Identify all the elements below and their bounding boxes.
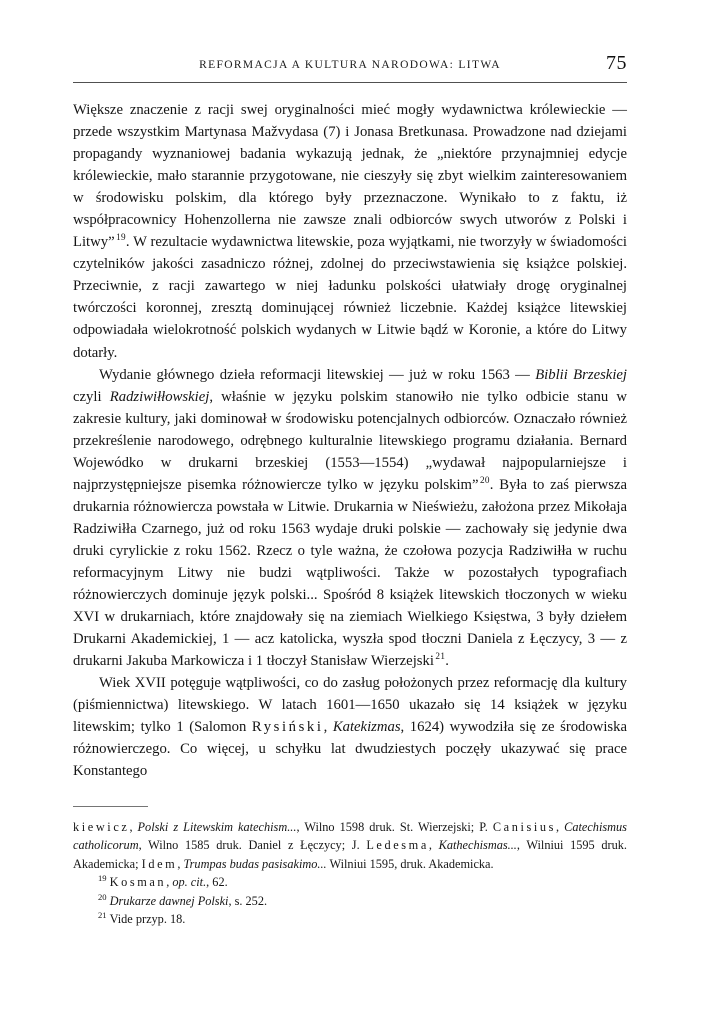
footnote-title-polski-z-litewskim: Polski z Litewskim katechism... bbox=[137, 820, 297, 834]
footnote-author-canisius: Canisius bbox=[492, 820, 557, 834]
paragraph-2-text-part-2: czyli bbox=[73, 388, 110, 405]
running-head bbox=[73, 52, 627, 80]
footnote-21-text: Vide przyp. 18. bbox=[109, 912, 186, 927]
author-name-rysinski: Rysiński bbox=[251, 719, 324, 736]
paragraph-1-text-part-2: . W rezultacie wydawnictwa litewskie, poza wyjątkami, nie tworzyły w świadomości czytelników jakości zasadniczo różnej, zdolnej do przeciwstawienia się książce polskiej. Przeciwnie, z racji zawartego w niej ładunku polskości ułatwiały drogę oryginalnej twórczości koronnej, zresztą dominującej również liczebnie. Każdej książce litewskiej odpowiadała wielokrotność polskich wydanych w Litwie bądź w Koronie, a które do Litwy dotarły. bbox=[73, 234, 627, 361]
footnote-cont-text-7: , bbox=[177, 856, 184, 871]
footnote-cont-text-5: , bbox=[428, 838, 439, 853]
footnote-item-20 bbox=[73, 892, 627, 910]
footnote-author-kiewicz: kiewicz bbox=[73, 820, 130, 834]
paragraph-3-text-part-2: , bbox=[323, 719, 333, 736]
footnote-author-kosman: Kosman bbox=[109, 875, 167, 890]
footnote-marker-19: 19 bbox=[116, 232, 126, 243]
footnote-cont-text-4: , Wilno 1585 druk. Daniel z Łęczycy; J. bbox=[138, 838, 367, 853]
paragraph-2 bbox=[73, 364, 627, 673]
footnote-19-text-2: , 62. bbox=[206, 875, 228, 890]
running-head-title: REFORMACJA A KULTURA NARODOWA: LITWA bbox=[199, 59, 501, 71]
title-biblii-brzeskiej: Biblii Brzeskiej bbox=[535, 366, 628, 383]
footnote-20-text-2: , s. 252. bbox=[228, 893, 268, 908]
paragraph-3-text-part-1: Wiek XVII potęguje wątpliwości, co do zasług położonych przez reformację dla kultury (piśmiennictwa) litewskiego. W latach 1601—1650 ukazało się 14 książek w języku litewskim; tylko 1 (Salomon bbox=[73, 675, 627, 736]
footnote-cont-text-1: , bbox=[129, 820, 138, 834]
text-column bbox=[73, 99, 627, 782]
footnote-item-21 bbox=[73, 910, 627, 928]
footnote-separator-rule bbox=[73, 806, 148, 807]
footnote-title-trumpas-budas: Trumpas budas pasisakimo... bbox=[183, 856, 327, 871]
footnote-block bbox=[73, 806, 627, 928]
paragraph-3-text-part-3: , 1624) wywodziła się ze środowiska różnowierczego. Co więcej, u schyłku lat dwudziestych poczęły ukazywać się prace Konstantego bbox=[73, 719, 628, 780]
footnote-marker-20: 20 bbox=[479, 474, 490, 485]
footnote-title-catechismus-catholicorum: Catechismus catholicorum bbox=[73, 820, 627, 853]
footnote-continuation bbox=[73, 818, 627, 873]
title-radziwillowskiej: Radziwiłłowskiej bbox=[109, 388, 210, 405]
paragraph-2-text-part-3: , właśnie w języku polskim stanowiło nie tylko odbicie stanu w zakresie kultury, jaki dominował w środowisku potencjalnych odbiorców. Oznaczało również przekreślenie narodowego, odrębnego kulturalnie litewskiego programu działania. Bernard Wojewódko w drukarni brzeskiej (1553—1554) „wydawał najpopularniejsze i najprzystępniejsze pisemka różnowiercze tylko w języku polskim” bbox=[73, 388, 628, 493]
footnote-20-title: Drukarze dawnej Polski bbox=[109, 893, 229, 908]
footnote-item-19 bbox=[73, 873, 627, 891]
footnote-number-21: 21 bbox=[98, 909, 107, 920]
footnote-cont-text-2: , Wilno 1598 druk. St. Wierzejski; P. bbox=[296, 820, 493, 834]
footnote-title-kathechismas: Kathechismas... bbox=[438, 838, 517, 853]
footnote-19-op-cit: op. cit. bbox=[172, 875, 207, 890]
footnote-cont-text-8: Wilniui 1595, druk. Akademicka. bbox=[326, 856, 494, 871]
page-number: 75 bbox=[606, 52, 627, 74]
footnote-marker-21: 21 bbox=[435, 651, 446, 662]
footnote-author-ledesma: Ledesma bbox=[366, 838, 429, 853]
footnote-number-20: 20 bbox=[98, 891, 107, 902]
footnote-19-text-1: , bbox=[166, 875, 173, 890]
paragraph-2-text-part-4: . Była to zaś pierwsza drukarnia różnowiercza powstała w Litwie. Drukarnia w Nieświeżu, założona przez Mikołaja Radziwiłła Czarnego, już od roku 1563 wydaje druki polskie — zachowały się jedynie dwa druki cyrylickie z roku 1562. Rzecz o tyle ważna, że czołowa pozycja Radziwiłła w ruchu reformacyjnym Litwy nie budzi wątpliwości. Także w pozostałych typografiach różnowierczych dominuje język polski... Spośród 8 książek litewskich tłoczonych w wieku XVI w drukarniach, które znajdowały się na ziemiach Wielkiego Księstwa, 3 były dziełem Drukarni Akademickiej, 1 — acz katolicka, wyszła spod tłoczni Daniela z Łęczycy, 3 — z drukarni Jakuba Markowicza i 1 tłoczył Stanisław Wierzejski bbox=[73, 476, 627, 670]
header-rule bbox=[73, 82, 627, 83]
title-katekizmas: Katekizmas bbox=[332, 719, 401, 736]
paragraph-2-text-part-1: Wydanie głównego dzieła reformacji litewskiej — już w roku 1563 — bbox=[99, 366, 536, 383]
paragraph-1 bbox=[73, 99, 627, 364]
paragraph-2-text-part-5: . bbox=[445, 653, 449, 670]
footnote-cont-text-3: , bbox=[556, 820, 565, 834]
paragraph-1-text-part-1: Większe znaczenie z racji swej oryginalności mieć mogły wydawnictwa królewieckie — przede wszystkim Martynasa Mažvydasa (7) i Jonasa Bretkunasa. Prowadzone nad dziejami propagandy wyznaniowej badania wykazują jednak, że „niektóre przynajmniej edycje królewieckie, mało starannie przygotowane, nie cieszyły się zbyt wielkim zainteresowaniem w środowisku polskim, dla którego były przeznaczone. Wynikało to z faktu, iż współpracownicy Hohenzollerna nie zawsze znali odbiorców swych utworów z Polski i Litwy” bbox=[73, 102, 627, 251]
footnote-cont-text-6: , Wilniui 1595 druk. Akademicka; bbox=[73, 838, 627, 871]
footnote-author-idem: Idem bbox=[141, 856, 178, 871]
paragraph-3 bbox=[73, 672, 627, 782]
footnote-number-19: 19 bbox=[98, 873, 107, 884]
